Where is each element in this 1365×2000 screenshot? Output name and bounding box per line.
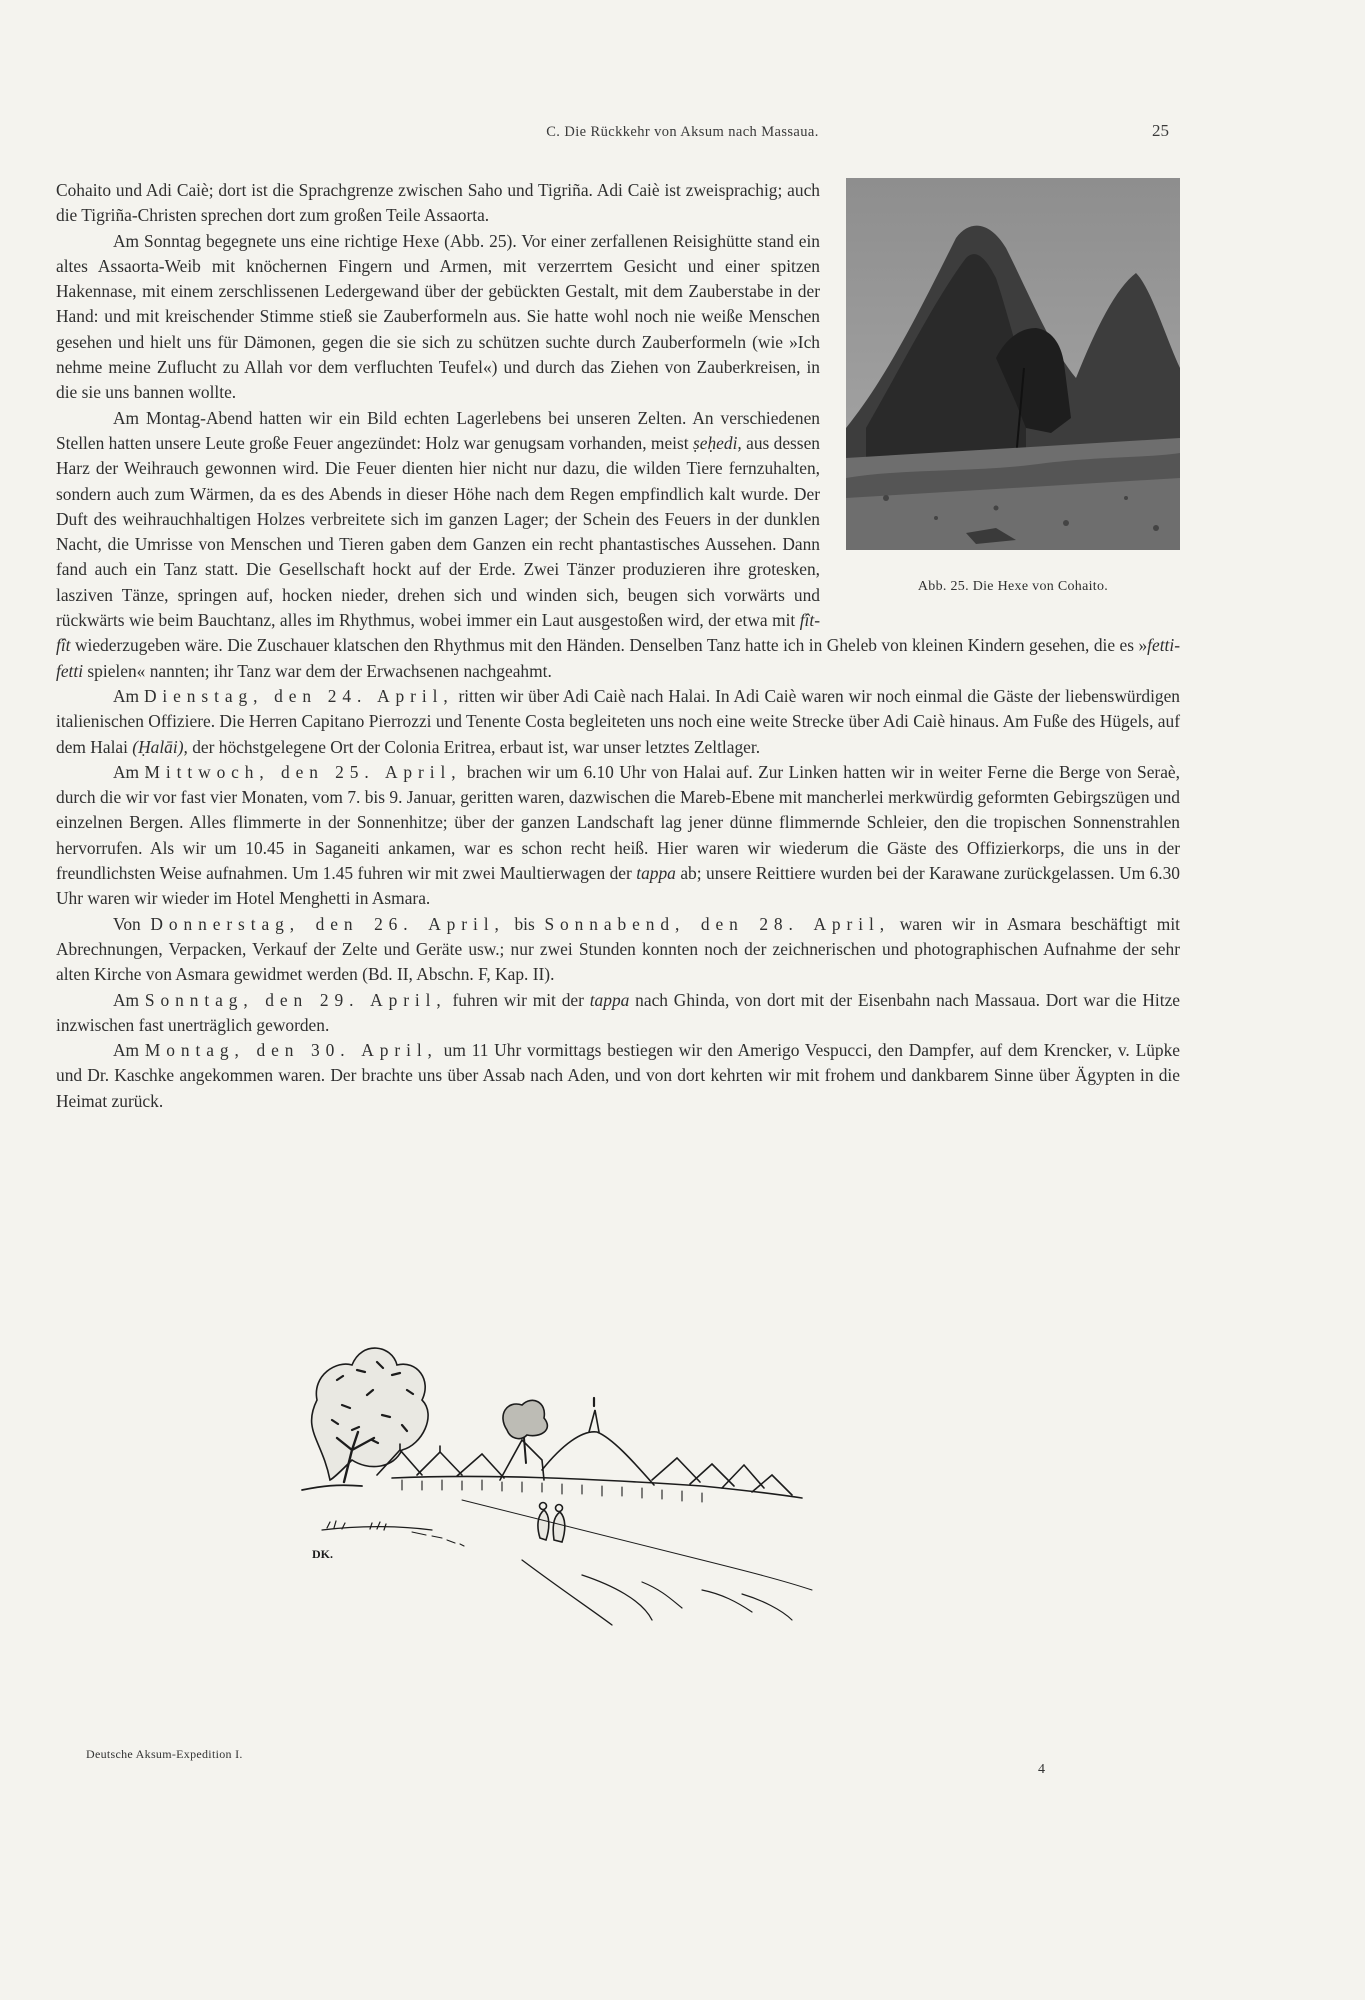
- hut-drawings: [377, 1398, 802, 1502]
- page-header: [0, 121, 1365, 148]
- paragraph: Am Sonntag begegnete uns eine richtige Hexe (Abb. 25). Vor einer zerfallenen Reisighütte stand ein altes Assaorta-Weib mit knöchernen Fingern und Armen, mit verzerrtem Gesicht und einer spitzen Hakennase, mit einem zerschlissenen Ledergewand über der gebückten Gestalt, mit dem Zauberstabe in der Hand: und mit kreischender Stimme stieß sie Zauberformeln aus. Sie hatte wohl noch nie weiße Menschen gesehen und hielt uns für Dämonen, gegen die sie sich zu schützen suchte durch Zauberformeln (wie »Ich nehme meine Zuflucht zu Allah vor dem verfluchten Teufel«) und durch das Ziehen von Zauberkreisen, in die sie uns bannen wollte.: [56, 230, 820, 403]
- body-text: [56, 178, 1180, 1114]
- spaced-date: Montag, den 30. April,: [144, 1040, 438, 1061]
- paragraph: Cohaito und Adi Caiè; dort ist die Sprachgrenze zwischen Saho und Tigriña. Adi Caiè ist zweisprachig; auch die Tigriña-Christen sprechen dort zum großen Teile Assaorta.: [56, 180, 820, 226]
- footer-series-title: Deutsche Aksum-Expedition I.: [86, 1747, 243, 1761]
- spaced-date: Sonntag, den 29. April,: [144, 989, 447, 1010]
- running-head: C. Die Rückkehr von Aksum nach Massaua.: [546, 124, 819, 140]
- figure-caption: Abb. 25. Die Hexe von Cohaito.: [917, 579, 1109, 594]
- paragraph: Am Montag, den 30. April, um 11 Uhr vormittags bestiegen wir den Amerigo Vespucci, den Dampfer, auf dem Krencker, v. Lüpke und Dr. Kaschke angekommen waren. Der brachte uns über Assab nach Aden, und von dort kehrten wir mit frohem und dankbarem Sinne über Ägypten in die Heimat zurück.: [56, 1040, 1180, 1111]
- italic-term: fetti-fetti: [56, 635, 1180, 681]
- paragraph: Am Dienstag, den 24. April, ritten wir über Adi Caiè nach Halai. In Adi Caiè waren wir noch einmal die Gäste der liebenswürdigen italienischen Offiziere. Die Herren Capitano Pierrozzi und Tenente Costa begleiteten uns noch eine weite Strecke über Adi Caiè hinaus. Am Fuße des Hügels, auf dem Halai (Ḥalāi), der höchstgelegene Ort der Colonia Eritrea, erbaut ist, war unser letztes Zeltlager.: [56, 685, 1181, 757]
- italic-term: (Ḥalāi),: [132, 736, 188, 757]
- paragraph: Am Sonntag, den 29. April, fuhren wir mit der tappa nach Ghinda, von dort mit der Eisenbahn nach Massaua. Dort war die Hitze inzwischen fast unerträglich geworden.: [56, 989, 1181, 1035]
- landscape-lines: [322, 1500, 812, 1625]
- italic-term: ṣeḥedi,: [692, 432, 742, 453]
- village-sketch: [282, 1320, 962, 1635]
- tree-drawing: [302, 1348, 428, 1490]
- signature-mark: 4: [1038, 1762, 1045, 1777]
- spaced-date: Sonnabend, den 28. April,: [544, 913, 891, 934]
- paragraph: Am Mittwoch, den 25. April, brachen wir um 6.10 Uhr von Halai auf. Zur Linken hatten wir in weiter Ferne die Berge von Seraè, durch die wir vor fast vier Monaten, vom 7. bis 9. Januar, geritten waren, dazwischen die Mareb-Ebene mit mancherlei merkwürdig geformten Gebirgszügen und einzelnen Bergen. Alles flimmerte in der Sonnenhitze; über der ganzen Landschaft lag jener dünne flimmernde Schleier, den die tropischen Sonnenstrahlen hervorrufen. Als wir um 10.45 in Saganeiti ankamen, war es schon recht heiß. Hier waren wir wiederum die Gäste des Offizierkorps, die uns in der freundlichsten Weise aufnahmen. Um 1.45 fuhren wir mit zwei Maultierwagen der tappa ab; unsere Reittiere wurden bei der Karawane zurückgelassen. Um 6.30 Uhr waren wir wieder im Hotel Menghetti in Asmara.: [56, 761, 1180, 909]
- italic-term: tappa: [589, 989, 630, 1010]
- paragraph: Von Donnerstag, den 26. April, bis Sonnabend, den 28. April, waren wir in Asmara beschäftigt mit Abrechnungen, Verpacken, Verkauf der Zelte und Geräte usw.; nur zwei Stunden konnten noch der zeichnerischen und photographischen Aufnahme der sehr alten Kirche von Asmara gewidmet werden (Bd. II, Abschn. F, Kap. II).: [56, 913, 1180, 985]
- spaced-date: Dienstag, den 24. April,: [143, 685, 454, 706]
- witch-photo: [846, 178, 1180, 550]
- page-number: 25: [1152, 121, 1169, 140]
- sketch-signature: DK.: [312, 1547, 333, 1561]
- figure-hexe: [846, 178, 1180, 629]
- paragraph: Am Montag-Abend hatten wir ein Bild echten Lagerlebens bei unseren Zelten. An verschiedenen Stellen hatten unsere Leute große Feuer angezündet: Holz war genugsam vorhanden, meist ṣeḥedi, aus dessen Harz der Weihrauch gewonnen wird. Die Feuer dienten hier nicht nur dazu, die wilden Tiere fernzuhalten, sondern auch zum Wärmen, da es des Abends in dieser Höhe nach dem Regen empfindlich kalt wurde. Der Duft des weihrauchhaltigen Holzes verbreitete sich im ganzen Lager; der Schein des Feuers in der dunklen Nacht, die Umrisse von Menschen und Tieren gaben dem Ganzen ein recht phantastisches Aussehen. Dann fand auch ein Tanz statt. Die Gesellschaft hockt auf der Erde. Zwei Tänzer produzieren ihre grotesken, lasziven Tänze, springen auf, hocken nieder, drehen sich und winden sich, beugen sich vorwärts und rückwärts wie beim Bauchtanz, alles im Rhythmus, wobei immer ein Laut ausgestoßen wird, der etwa mit fît-fît wiederzugeben wäre. Die Zuschauer klatschen den Rhythmus mit den Händen. Denselben Tanz hatte ich in Gheleb von kleinen Kindern gesehen, die es »fetti-fetti spielen« nannten; ihr Tanz war dem der Erwachsenen nachgeahmt.: [56, 407, 1180, 681]
- italic-term: tappa: [636, 863, 676, 884]
- spaced-date: Mittwoch, den 25. April,: [144, 761, 462, 782]
- spaced-date: Donnerstag, den 26. April,: [150, 913, 505, 934]
- italic-term: fît-fît: [56, 610, 820, 656]
